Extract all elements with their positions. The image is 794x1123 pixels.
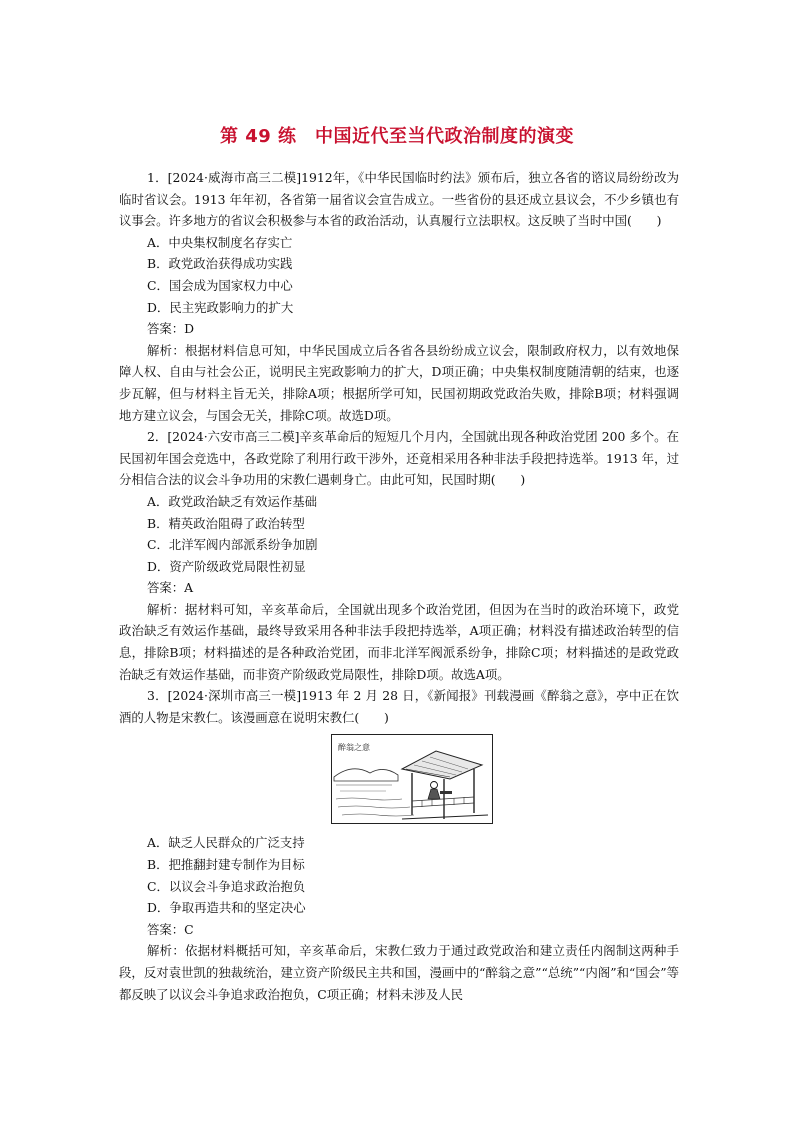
question-2-option-b: B．精英政治阻碍了政治转型 [147,515,305,531]
question-2-option-c: C．北洋军阀内部派系纷争加剧 [147,537,318,553]
question-1-option-b: B．政党政治获得成功实践 [147,256,293,272]
question-2-option-d: D．资产阶级政党局限性初显 [147,558,306,574]
question-1-analysis: 解析：根据材料信息可知，中华民国成立后各省各县纷纷成立议会，限制政府权力，以有效地保障人权、自由与社会公正，说明民主宪政影响力的扩大，D项正确；中央集权制度随清朝的结束，也逐步瓦解，但与材料主旨无关，排除A项；根据所学可知，民国初期政党政治失败，排除B项；材料强调地方建立议会，与国会无关，排除C项。故选D项。 [119,342,679,423]
question-2-option-a: A．政党政治缺乏有效运作基础 [147,493,318,509]
cartoon-illustration [331,734,493,824]
question-3-option-b: B．把推翻封建专制作为目标 [147,857,305,873]
question-3-option-c: C．以议会斗争追求政治抱负 [147,878,306,894]
question-1-stem: 1．[2024·威海市高三二模]1912年，《中华民国临时约法》颁布后，独立各省的谘议局纷纷改为临时省议会。1913 年年初，各省第一届省议会宣告成立。一些省份的县还成立县议会，不少乡镇也有议事会。许多地方的省议会积极参与本省的政治活动，认真履行立法职权。这反映了当时中国( ) [119,170,679,229]
question-1-option-c: C．国会成为国家权力中心 [147,277,293,293]
question-1-answer: 答案：D [147,321,195,337]
question-3-option-a: A．缺乏人民群众的广泛支持 [147,835,305,851]
question-2-stem: 2．[2024·六安市高三二模]辛亥革命后的短短几个月内，全国就出现各种政治党团 200 多个。在民国初年国会竞选中，各政党除了利用行政干涉外，还竟相采用各种非法手段把持选举。1913 年，过分相信合法的议会斗争功用的宋教仁遇刺身亡。由此可知，民国时期( ) [119,429,679,488]
question-3-option-d: D．争取再造共和的坚定决心 [147,900,306,916]
question-list [119,167,679,1005]
question-2-analysis: 解析：据材料可知，辛亥革命后，全国就出现多个政治党团，但因为在当时的政治环境下，政党政治缺乏有效运作基础，最终导致采用各种非法手段把持选举，A项正确；材料没有描述政治转型的信息，排除B项；材料描述的是各种政治党团，而非北洋军阀派系纷争，排除C项；材料描述的是政党政治缺乏有效运作基础，而非资产阶级政党局限性，排除D项。故选A项。 [119,601,679,682]
question-3-answer: 答案：C [147,921,194,937]
question-3-stem: 3．[2024·深圳市高三一模]1913 年 2 月 28 日，《新闻报》刊载漫画《醉翁之意》，亭中正在饮酒的人物是宋教仁。该漫画意在说明宋教仁( ) [119,688,679,725]
page-title: 第 49 练 中国近代至当代政治制度的演变 [219,126,575,147]
question-3-analysis: 解析：依据材料概括可知，辛亥革命后，宋教仁致力于通过政党政治和建立责任内阁制这两种手段，反对袁世凯的独裁统治，建立资产阶级民主共和国，漫画中的“醉翁之意”“总统”“内阁”和“国会”等都反映了以议会斗争追求政治抱负，C项正确；材料未涉及人民 [119,943,679,1002]
question-1-option-a: A．中央集权制度名存实亡 [147,234,293,250]
question-1-option-d: D．民主宪政影响力的扩大 [147,299,294,315]
cartoon-caption: 醉翁之意 [338,743,370,753]
question-2-answer: 答案：A [147,580,194,596]
